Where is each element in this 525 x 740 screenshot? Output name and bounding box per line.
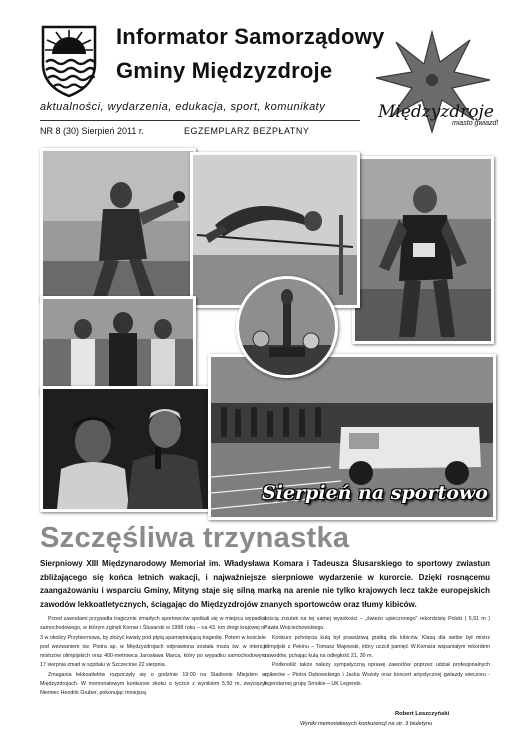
article-lead: Sierpniowy XIII Międzynarodowy Memoriał im. Władysława Komara i Tadeusza Ślusarskiego to sportowy zwiastun zbliżającego się końca letnich wakacji, i najważniejsze sierpniowe wydarzenie w kurorcie. Dzięki rosnącemu zaangażowaniu i wsparciu Gminy, Mityng staje się silną marką na arenie nie tylko krajowych lecz także europejskich zawodów lekkoatletycznych, ściągając do Międzyzdrojów znanych sportowców oraz tłumy kibiców. — [40, 559, 490, 609]
issue-number: NR 8 (30) Sierpień 2011 r. — [40, 126, 144, 136]
article-column-left — [40, 615, 266, 699]
logo-tagline: miasto gwiazd! — [452, 120, 499, 127]
header-divider — [40, 120, 360, 121]
article-paragraph: Zmagania lekkoatletów rozpoczęły się o godzinie 19:00 na Stadionie Miejskim w Międzyzdrojach. W memoriałowym konkursie skoku o tyczce z wynikiem 5,50 m, zwyciężył Niemiec Hendrik Gruber, pokonując mniejszą — [40, 671, 266, 697]
photo-shot-put-athlete — [40, 148, 196, 302]
article-paragraph: Przed zawodami przypadła tragicznie zmarłych sportowców spotkali się w miejscu wypadku samochodowego, w którym zginęli Komar i Ślusarski w 1998 roku – na 43. km drogi krajowej nr 3 w okolicy Przybiernowa, by złożyć kwiaty pod płytą upamiętniającą tragedię. Potem w kościele pod wezwaniem św. Piotra ap. w Międzyzdrojach odprawiona została msza św. w intencji mistrzów olimpijskich oraz 400-metrowca Jarosława Marca, który po wypadku samochodowym 17 sierpnia zmarł w szpitalu w Szczecinie 22 sierpnia. — [40, 616, 266, 669]
article-paragraph: Podkreślić także należy sympatyczną oprawę zawodów poprzez udział profesjonalnych spikerów – Piotra Dębowskiego i Jacka Wszoły oraz koncert artystycznej gwiazdy wieczoru - legendarnej grupy Smokie – UK Legends. — [264, 662, 490, 688]
logo-wordmark: Międzyzdroje — [378, 102, 494, 122]
photo-medal-ceremony — [40, 296, 196, 394]
newsletter-title-line1: Informator Samorządowy — [116, 24, 385, 49]
article-author: Robert Leszczyński — [395, 711, 450, 717]
photo-trophy-medals — [236, 276, 338, 378]
article-headline: Szczęśliwa trzynastka — [40, 522, 350, 554]
article-footnote: Wyniki memoriałowych konkurencji na str. 3 biuletynu — [300, 721, 433, 727]
photo-shot-put-champion — [352, 156, 494, 344]
free-copy-label: EGZEMPLARZ BEZPŁATNY — [184, 126, 310, 136]
photo-caption: Sierpień na sportowo — [262, 482, 488, 504]
article-column-right — [264, 615, 490, 689]
photo-officials-speech — [40, 386, 214, 512]
newsletter-title-line2: Gminy Międzyzdroje — [116, 58, 333, 83]
article-paragraph: Konkurs pchnięcia kulą był prawdziwą gratką dla kibiców. Klasą dla siebie był mistrz olimpijski z Pekinu – Tomasz Majewski, który uczcił pamięć W.Komara wspaniałym rekordem zawodów, pchając kulą na odległość 21, 30 m. — [264, 634, 490, 660]
newsletter-subtitle: aktualności, wydarzenia, edukacja, sport, komunikaty — [40, 101, 326, 113]
article-paragraph: ilością zrzutek na tej samej wysokości – „świeżo upieczonego" rekordzistę Polski ( 5,91 m ) Pawła Wojciechowskiego. — [264, 616, 490, 632]
municipal-crest-icon — [40, 24, 98, 98]
